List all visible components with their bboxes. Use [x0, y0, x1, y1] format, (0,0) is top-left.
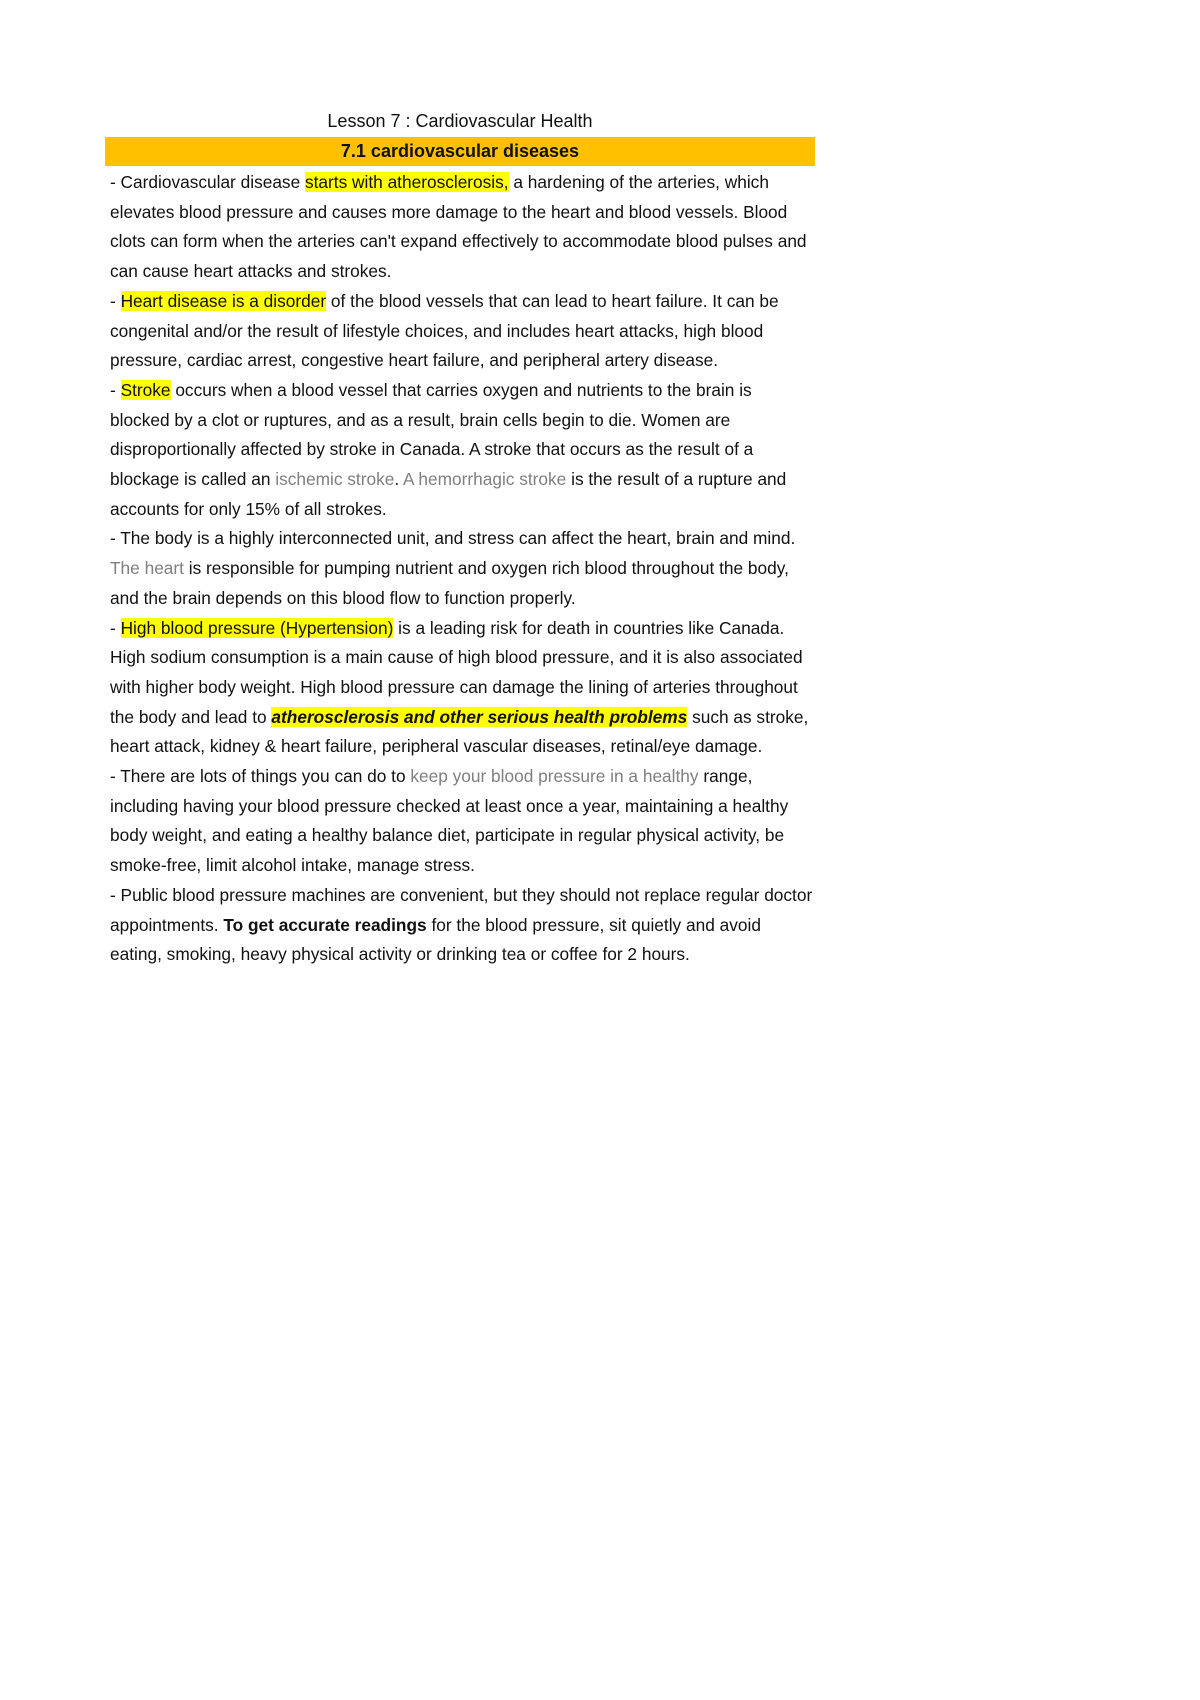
body-text-segment: is a leading risk for death in countries like Canada. High sodium consumption is a main cause of high blood pressure, and it is also associated with higher body weight. High blood pressure can damage the lining of arteries throughout the body and lead to — [110, 617, 803, 727]
body-text-segment: - The body is a highly interconnected unit, and stress can affect the heart, brain and mind. — [110, 528, 796, 549]
body-text-segment: - Cardiovascular disease — [110, 172, 305, 192]
highlighted-emphasis-text: atherosclerosis and other serious health problems — [271, 706, 688, 727]
body-text-segment: is the result of a rupture and accounts for only 15% of all strokes. — [110, 469, 787, 519]
document-title: Lesson 7 : Cardiovascular Health — [327, 111, 593, 131]
body-text-segment: - — [110, 617, 121, 638]
body-text-segment: a hardening of the arteries, which elevates blood pressure and causes more damage to the heart and blood vessels. Blood clots can form when the arteries can't expand effectively to accommodate blood pulses and can cause heart attacks and strokes. — [110, 172, 807, 282]
paragraph — [110, 168, 815, 287]
highlighted-text: starts with atherosclerosis, — [304, 172, 509, 192]
body-text-segment: of the blood vessels that can lead to heart failure. It can be congenital and/or the result of lifestyle choices, and includes heart attacks, high blood pressure, cardiac arrest, congestive heart failure, and peripheral artery disease. — [110, 290, 779, 371]
body-text-segment: - — [110, 290, 121, 311]
paragraph — [110, 614, 815, 763]
body-text-segment: such as stroke, heart attack, kidney & heart failure, peripheral vascular diseases, retinal/eye damage. — [110, 706, 809, 757]
body-text-segment: - Public blood pressure machines are convenient, but they should not replace regular doctor appointments. — [110, 884, 813, 935]
faded-text: ischemic stroke — [275, 469, 395, 490]
paragraph — [110, 376, 815, 525]
highlighted-text: High blood pressure (Hypertension) — [120, 617, 394, 638]
paragraph — [110, 881, 815, 970]
paragraph — [110, 287, 815, 376]
body-text-segment: for the blood pressure, sit quietly and avoid eating, smoking, heavy physical activity or drinking tea or coffee for 2 hours. — [110, 914, 761, 965]
faded-text: The heart — [110, 558, 184, 579]
highlighted-text: Stroke — [120, 379, 171, 400]
faded-text: keep your blood pressure in a healthy — [410, 766, 699, 787]
highlighted-text: Heart disease is a disorder — [120, 290, 327, 311]
body-text-segment: - There are lots of things you can do to — [110, 766, 411, 787]
faded-text: A hemorrhagic stroke — [403, 469, 567, 490]
body-text-segment: range, including having your blood pressure checked at least once a year, maintaining a healthy body weight, and eating a healthy balance diet, participate in regular physical activity, be smoke-free, limit alcohol intake, manage stress. — [110, 766, 789, 876]
section-heading: 7.1 cardiovascular diseases — [105, 137, 815, 166]
bold-text: To get accurate readings — [223, 914, 427, 935]
body-text-segment: . — [394, 469, 403, 490]
paragraph — [110, 762, 815, 881]
body-text-segment: - — [110, 379, 121, 400]
document-body — [110, 168, 815, 970]
paragraph — [110, 524, 815, 613]
body-text-segment: occurs when a blood vessel that carries oxygen and nutrients to the brain is blocked by a clot or ruptures, and as a result, brain cells begin to die. Women are disproportionally affected by stroke in Canada. A stroke that occurs as the result of a blockage is called an — [110, 379, 754, 490]
body-text-segment: is responsible for pumping nutrient and oxygen rich blood throughout the body, and the brain depends on this blood flow to function properly. — [110, 558, 789, 608]
